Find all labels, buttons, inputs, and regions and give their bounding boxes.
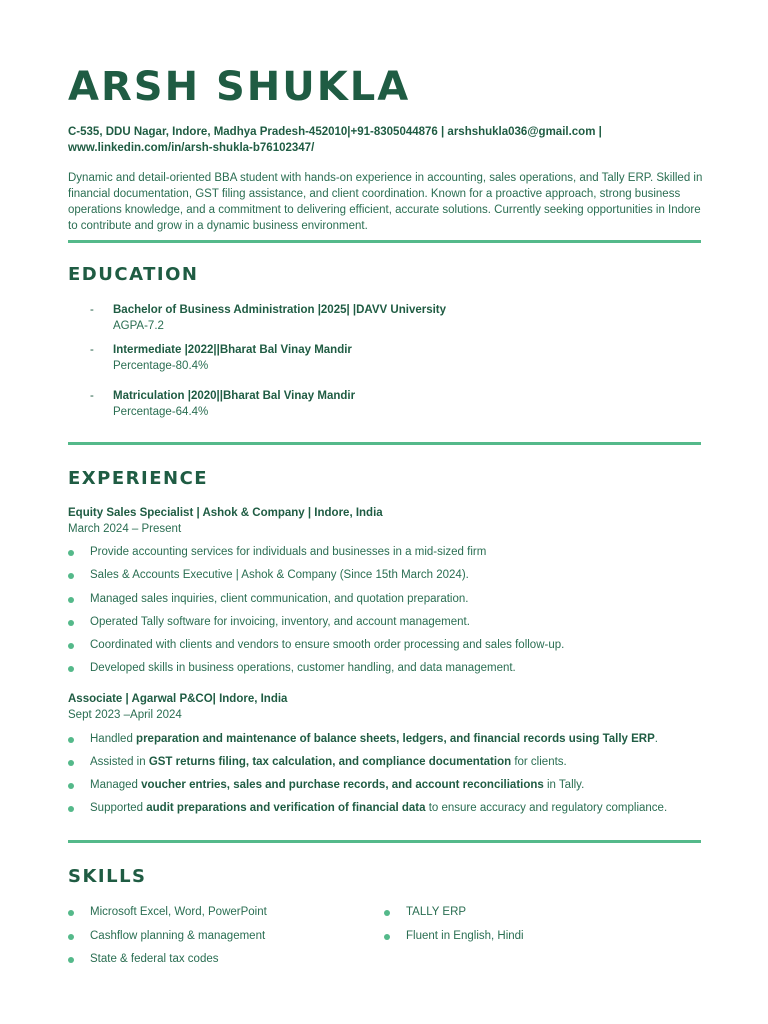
bullet-icon — [68, 620, 74, 626]
section-divider — [68, 240, 701, 243]
list-dash: - — [90, 344, 94, 356]
education-heading: EDUCATION — [68, 264, 199, 285]
bullet-icon — [68, 737, 74, 743]
job-title: Equity Sales Specialist | Ashok & Company | Indore, India — [68, 507, 383, 519]
candidate-name: ARSH SHUKLA — [68, 64, 411, 110]
bullet-icon — [68, 806, 74, 812]
bullet-icon — [68, 643, 74, 649]
section-divider — [68, 840, 701, 843]
education-title: Bachelor of Business Administration |2025| |DAVV University — [113, 304, 447, 316]
job-date: Sept 2023 –April 2024 — [68, 709, 182, 721]
section-divider — [68, 442, 701, 445]
contact-line-linkedin: www.linkedin.com/in/arsh-shukla-b76102347/ — [68, 142, 315, 154]
contact-line-address: C-535, DDU Nagar, Indore, Madhya Pradesh-452010|+91-8305044876 | arshshukla036@gmail.com | — [68, 126, 602, 138]
education-title: Intermediate |2022||Bharat Bal Vinay Mandir — [113, 344, 352, 356]
bullet-icon — [68, 573, 74, 579]
bullet-icon — [68, 550, 74, 556]
list-dash: - — [90, 304, 94, 316]
bullet-icon — [68, 597, 74, 603]
education-score: Percentage-80.4% — [113, 360, 209, 372]
bullet-icon — [384, 910, 390, 916]
bullet-icon — [68, 760, 74, 766]
education-score: AGPA-7.2 — [113, 320, 164, 332]
job-date: March 2024 – Present — [68, 523, 182, 535]
education-title: Matriculation |2020||Bharat Bal Vinay Mandir — [113, 390, 356, 402]
bullet-icon — [68, 910, 74, 916]
bullet-icon — [68, 783, 74, 789]
list-dash: - — [90, 390, 94, 402]
bullet-icon — [68, 666, 74, 672]
contact-info — [68, 124, 701, 156]
bullet-icon — [68, 957, 74, 963]
experience-heading: EXPERIENCE — [68, 468, 209, 489]
skills-heading: SKILLS — [68, 866, 147, 887]
bullet-icon — [384, 934, 390, 940]
job-title: Associate | Agarwal P&CO| Indore, India — [68, 693, 288, 705]
profile-summary: Dynamic and detail-oriented BBA student with hands-on experience in accounting, sales operations, and Tally ERP. Skilled in financial documentation, GST filing assistance, and client coordination. Known for a proactive approach, strong business operations knowledge, and a commitment to delivering efficient, accurate solutions. Currently seeking opportunities in Indore to contribute and grow in a dynamic business environment. — [68, 172, 703, 232]
education-score: Percentage-64.4% — [113, 406, 209, 418]
bullet-icon — [68, 934, 74, 940]
